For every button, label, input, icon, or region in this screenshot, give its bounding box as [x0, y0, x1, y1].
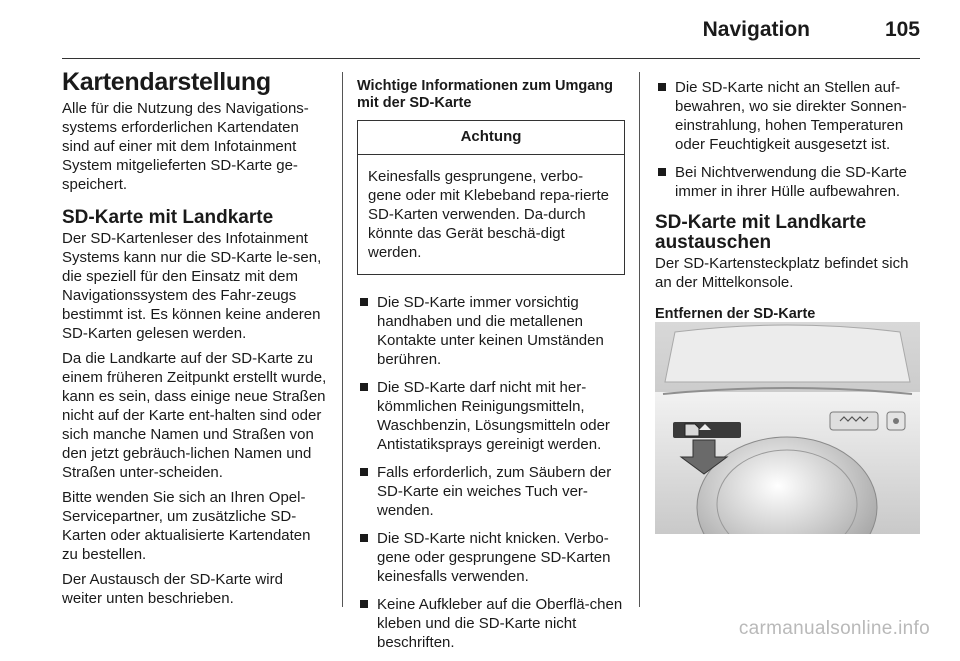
procedure-heading: Entfernen der SD-Karte [655, 306, 816, 322]
square-bullet-icon [360, 298, 368, 306]
paragraph: Bitte wenden Sie sich an Ihren Opel-Servicepartner, um zusätzliche SD-Karten oder aktualisierte Kartendaten zu bestellen. [62, 489, 311, 563]
paragraph: Der Austausch der SD-Karte wird weiter unten beschrieben. [62, 571, 283, 607]
paragraph: Der SD-Kartenleser des Infotainment Systems kann nur die SD-Karte le-sen, die speziell für den Einsatz mit dem Navigationssystem des Fahr-zeugs bestimmt ist. Es können keine anderen SD-Karten gelesen werden. [62, 230, 322, 342]
sd-card-slot-illustration [655, 322, 920, 534]
bullet-list [655, 78, 925, 201]
header-rule [62, 58, 920, 59]
page-number: 105 [884, 18, 920, 41]
caution-title: Achtung [358, 121, 624, 155]
list-item: Falls erforderlich, zum Säubern der SD-Karte ein weiches Tuch ver-wenden. [357, 463, 625, 520]
caution-box [357, 120, 625, 275]
square-bullet-icon [360, 468, 368, 476]
column-divider [639, 72, 640, 607]
column-divider [342, 72, 343, 607]
bullet-list [357, 293, 625, 652]
paragraph: Da die Landkarte auf der SD-Karte zu einem früheren Zeitpunkt erstellt wurde, kann es sein, dass einige neue Straßen nicht auf der Karte ent-halten sind oder sich manche Namen und Straßen von den jetzt gebräuch-lichen Namen und Straßen unter-scheiden. [62, 350, 327, 481]
list-item: Die SD-Karte immer vorsichtig handhaben und die metallenen Kontakte unter keinen Umständen berühren. [357, 293, 625, 369]
square-bullet-icon [360, 383, 368, 391]
section-heading: Kartendarstellung [62, 68, 271, 96]
list-item: Die SD-Karte nicht an Stellen auf-bewahren, wo sie direkter Sonnen-einstrahlung, hohen Temperaturen oder Feuchtigkeit ausgesetzt ist. [655, 78, 925, 154]
list-item: Die SD-Karte nicht knicken. Verbo-gene oder gesprungene SD-Karten keinesfalls verwenden. [357, 529, 625, 586]
page-header-title: Navigation [702, 18, 810, 41]
info-heading: Wichtige Informationen zum Umgang mit der SD-Karte [357, 78, 614, 111]
square-bullet-icon [360, 600, 368, 608]
paragraph: Alle für die Nutzung des Navigations-systems erforderlichen Kartendaten sind auf einer mit dem Infotainment System mitgelieferten SD-Karte ge-speichert. [62, 100, 309, 193]
list-item: Die SD-Karte darf nicht mit her-kömmlichen Reinigungsmitteln, Waschbenzin, Lösungsmitteln oder Antistatiksprays gereinigt werden. [357, 378, 625, 454]
list-item: Bei Nichtverwendung die SD-Karte immer in ihrer Hülle aufbewahren. [655, 163, 925, 201]
square-bullet-icon [658, 168, 666, 176]
subsection-heading: SD-Karte mit Landkarte [62, 207, 274, 228]
column-2 [357, 78, 625, 661]
watermark: carmanualsonline.info [738, 618, 930, 639]
list-item: Keine Aufkleber auf die Oberflä-chen kleben und die SD-Karte nicht beschriften. [357, 595, 625, 652]
caution-text: Keinesfalls gesprungene, verbo-gene oder mit Klebeband repa-rierte SD-Karten verwenden. Da-durch könnte das Gerät beschä-digt werden. [368, 168, 609, 261]
subsection-heading: SD-Karte mit Landkarte austauschen [655, 212, 867, 253]
square-bullet-icon [658, 83, 666, 91]
square-bullet-icon [360, 534, 368, 542]
column-3 [655, 78, 925, 333]
paragraph: Der SD-Kartensteckplatz befindet sich an der Mittelkonsole. [655, 255, 909, 291]
column-1 [62, 68, 327, 614]
